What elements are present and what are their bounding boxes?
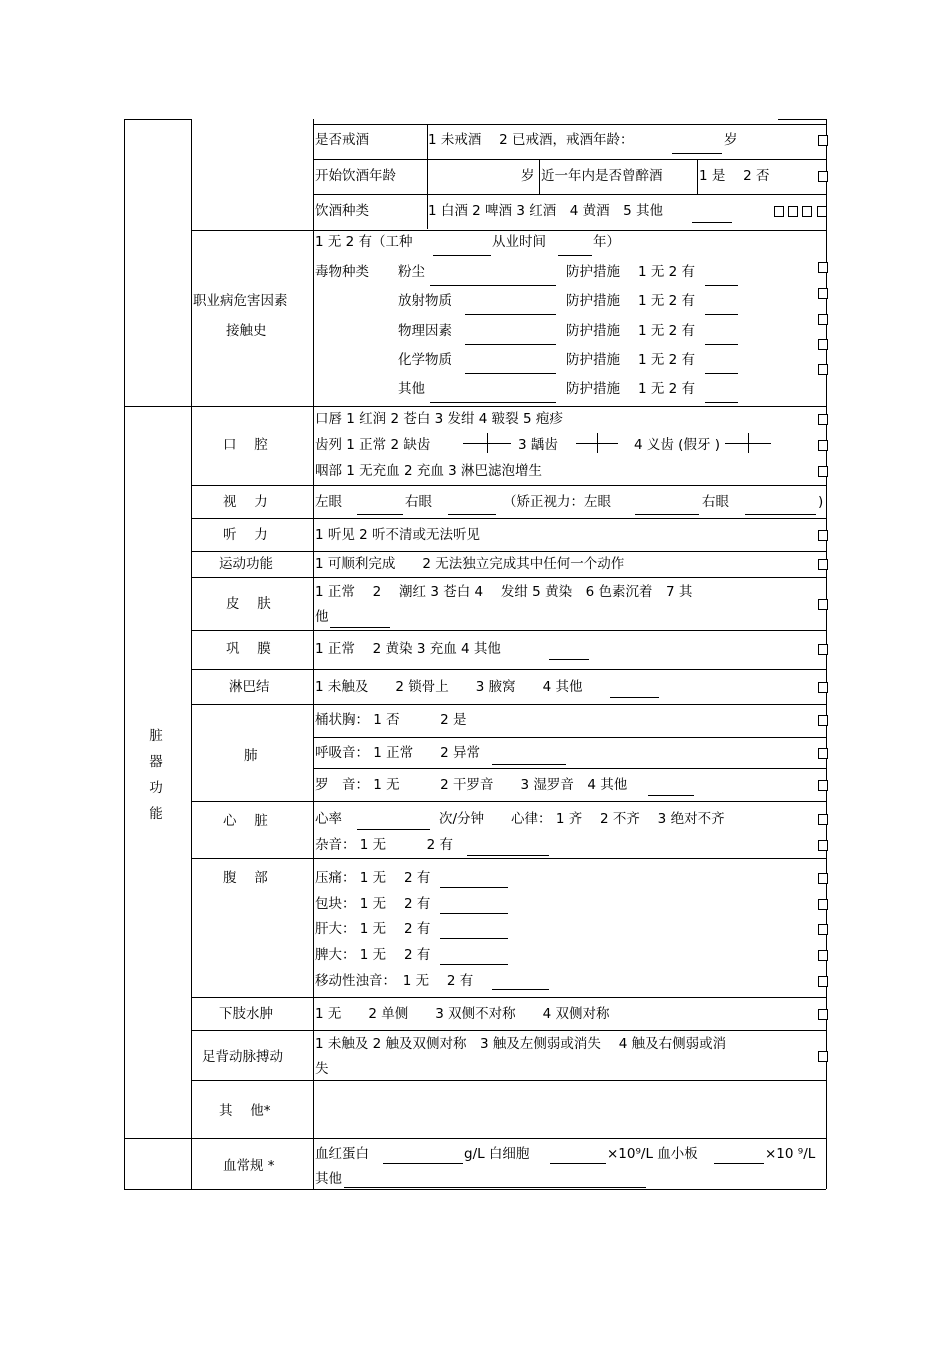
protect-field[interactable]	[705, 314, 738, 315]
protect-options: 1 无 2 有	[638, 323, 696, 339]
wbc-unit: ×10⁹/L 血小板	[607, 1146, 698, 1162]
toxic-checkbox[interactable]	[818, 339, 828, 350]
hemoglobin-unit: g/L 白细胞	[464, 1146, 530, 1162]
protect-field[interactable]	[705, 285, 738, 286]
oral-label: 口 腔	[223, 437, 268, 453]
teeth-options-b: 3 龋齿	[518, 437, 558, 453]
breath-abnormal-field[interactable]	[492, 764, 566, 765]
skin-options-2: 他	[315, 609, 329, 625]
toxic-checkbox[interactable]	[818, 262, 828, 273]
hemoglobin-field[interactable]	[383, 1163, 463, 1164]
table-border	[313, 159, 826, 160]
wbc-field[interactable]	[550, 1163, 606, 1164]
murmur-checkbox[interactable]	[818, 840, 828, 851]
table-border	[191, 1080, 826, 1081]
lips-checkbox[interactable]	[818, 414, 828, 425]
drunk-checkbox[interactable]	[818, 171, 828, 182]
table-border	[313, 119, 314, 1189]
shifting-dullness-checkbox[interactable]	[818, 976, 828, 987]
drink-type-checkbox-2[interactable]	[788, 206, 798, 217]
protect-label: 防护措施	[566, 323, 620, 339]
heart-rate-checkbox[interactable]	[818, 814, 828, 825]
organ-label-char: 器	[149, 754, 163, 770]
table-border	[124, 119, 191, 120]
edema-checkbox[interactable]	[818, 1009, 828, 1020]
drink-type-checkbox-4[interactable]	[817, 206, 827, 217]
skin-other-field[interactable]	[330, 627, 390, 628]
work-years-field[interactable]	[558, 255, 592, 256]
dorsalis-options-2: 失	[315, 1061, 329, 1077]
hearing-label: 听 力	[223, 527, 268, 543]
abdomen-label: 腹 部	[223, 870, 268, 886]
vision-left-field[interactable]	[357, 514, 403, 515]
table-border	[191, 669, 826, 670]
dorsalis-options-1: 1 未触及 2 触及双侧对称 3 触及左侧弱或消失 4 触及右侧弱或消	[315, 1036, 727, 1052]
occupational-first-a: 1 无 2 有（工种	[315, 234, 413, 250]
lymph-label: 淋巴结	[229, 679, 270, 695]
table-border	[191, 577, 826, 578]
heart-rate-label: 心率	[315, 811, 342, 827]
blood-routine-label: 血常规 *	[223, 1158, 275, 1174]
protect-label: 防护措施	[566, 293, 620, 309]
rales-checkbox[interactable]	[818, 780, 828, 791]
rales-other-field[interactable]	[648, 795, 694, 796]
abdomen-hepatomegaly: 肝大： 1 无 2 有	[315, 921, 431, 937]
table-border	[124, 1189, 826, 1190]
edema-options: 1 无 2 单侧 3 双侧不对称 4 双侧对称	[315, 1006, 610, 1022]
toxic-checkbox[interactable]	[818, 364, 828, 375]
table-border	[313, 737, 826, 738]
toxic-radiation-field[interactable]	[465, 314, 556, 315]
abdomen-splenomegaly: 脾大： 1 无 2 有	[315, 947, 431, 963]
sclera-label: 巩 膜	[226, 641, 271, 657]
rales-options: 罗 音： 1 无 2 干罗音 3 湿罗音 4 其他	[315, 777, 628, 793]
vision-right-label: 右眼	[405, 494, 432, 510]
vision-corrected-left-field[interactable]	[635, 514, 699, 515]
table-border	[191, 1030, 826, 1031]
sclera-options: 1 正常 2 黄染 3 充血 4 其他	[315, 641, 501, 657]
table-border	[539, 159, 540, 194]
table-border	[191, 119, 192, 1189]
toxic-item-chemical: 化学物质	[398, 352, 452, 368]
tooth-chart-cross[interactable]	[463, 433, 511, 453]
table-border	[697, 159, 698, 194]
organ-label-char: 脏	[149, 728, 163, 744]
toxic-type-label: 毒物种类	[315, 264, 369, 280]
lung-label: 肺	[244, 748, 258, 764]
table-border	[191, 230, 826, 231]
vision-corrected-label: （矫正视力：左眼	[503, 494, 611, 510]
quit-age-unit: 岁	[724, 132, 738, 148]
quit-drinking-label: 是否戒酒	[315, 132, 369, 148]
vision-corrected-right-label: 右眼	[702, 494, 729, 510]
breath-sound-checkbox[interactable]	[818, 748, 828, 759]
organ-label-char: 能	[149, 806, 163, 822]
blood-other-label: 其他	[315, 1171, 342, 1187]
quit-age-field[interactable]	[672, 153, 722, 154]
hepatomegaly-checkbox[interactable]	[818, 924, 828, 935]
heart-rate-field[interactable]	[357, 829, 430, 830]
protect-label: 防护措施	[566, 352, 620, 368]
table-border	[191, 704, 826, 705]
table-border	[778, 119, 826, 120]
dorsalis-checkbox[interactable]	[818, 1051, 828, 1062]
start-age-unit: 岁	[521, 168, 535, 184]
abdomen-tenderness: 压痛： 1 无 2 有	[315, 870, 431, 886]
protect-field[interactable]	[705, 373, 738, 374]
drunk-label: 近一年内是否曾醉酒	[541, 168, 663, 184]
skin-options-1: 1 正常 2 潮红 3 苍白 4 发绀 5 黄染 6 色素沉着 7 其	[315, 584, 693, 600]
tooth-chart-cross[interactable]	[725, 433, 771, 453]
vision-label: 视 力	[223, 494, 268, 510]
heart-label: 心 脏	[223, 813, 268, 829]
abdomen-shifting-dullness: 移动性浊音： 1 无 2 有	[315, 973, 474, 989]
protect-field[interactable]	[705, 402, 738, 403]
protect-options: 1 无 2 有	[638, 381, 696, 397]
table-border	[313, 124, 826, 125]
lymph-other-field[interactable]	[610, 697, 659, 698]
murmur-field[interactable]	[467, 855, 549, 856]
quit-drinking-options: 1 未戒酒 2 已戒酒，戒酒年龄：	[428, 132, 634, 148]
hearing-options: 1 听见 2 听不清或无法听见	[315, 527, 481, 543]
toxic-other-field[interactable]	[430, 402, 556, 403]
table-border	[191, 518, 826, 519]
teeth-options-a: 齿列 1 正常 2 缺齿	[315, 437, 431, 453]
organ-other-field[interactable]	[316, 1083, 824, 1136]
table-border	[313, 768, 826, 769]
tooth-chart-cross[interactable]	[576, 433, 618, 453]
hemoglobin-label: 血红蛋白	[315, 1146, 369, 1162]
sclera-checkbox[interactable]	[818, 644, 828, 655]
splenomegaly-field[interactable]	[440, 964, 508, 965]
pharynx-options: 咽部 1 无充血 2 充血 3 淋巴滤泡增生	[315, 463, 543, 479]
lips-options: 口唇 1 红润 2 苍白 3 发绀 4 皲裂 5 疱疹	[315, 411, 563, 427]
toxic-checkbox[interactable]	[818, 288, 828, 299]
toxic-chemical-field[interactable]	[465, 373, 556, 374]
protect-label: 防护措施	[566, 264, 620, 280]
protect-options: 1 无 2 有	[638, 264, 696, 280]
table-border	[124, 1138, 826, 1139]
table-border	[191, 997, 826, 998]
occupational-first-c: 年）	[593, 234, 620, 250]
table-border	[313, 194, 826, 195]
toxic-item-other: 其他	[398, 381, 425, 397]
table-border	[124, 406, 826, 407]
edema-label: 下肢水肿	[219, 1006, 273, 1022]
vision-right-field[interactable]	[448, 514, 496, 515]
vision-corrected-right-field[interactable]	[745, 514, 816, 515]
hearing-checkbox[interactable]	[818, 530, 828, 541]
sclera-other-field[interactable]	[549, 659, 589, 660]
barrel-chest-options: 桶状胸： 1 否 2 是	[315, 712, 467, 728]
toxic-physical-field[interactable]	[465, 344, 556, 345]
skin-label: 皮 肤	[226, 596, 271, 612]
protect-options: 1 无 2 有	[638, 352, 696, 368]
breath-sound-options: 呼吸音： 1 正常 2 异常	[315, 745, 481, 761]
start-age-label: 开始饮酒年龄	[315, 168, 396, 184]
organ-other-label: 其 他*	[219, 1103, 271, 1119]
tenderness-field[interactable]	[440, 887, 508, 888]
quit-drinking-checkbox[interactable]	[818, 135, 828, 146]
motor-options: 1 可顺利完成 2 无法独立完成其中任何一个动作	[315, 556, 625, 572]
table-border	[191, 551, 826, 552]
occupational-title-1: 职业病危害因素	[193, 293, 288, 309]
lymph-options: 1 未触及 2 锁骨上 3 腋窝 4 其他	[315, 679, 583, 695]
table-border	[124, 119, 125, 1189]
table-border	[191, 630, 826, 631]
toxic-item-physical: 物理因素	[398, 323, 452, 339]
organ-label-char: 功	[149, 780, 163, 796]
vision-left-label: 左眼	[315, 494, 342, 510]
occupational-first-b: 从业时间	[492, 234, 546, 250]
hepatomegaly-field[interactable]	[440, 938, 508, 939]
table-border	[191, 485, 826, 486]
toxic-item-radiation: 放射物质	[398, 293, 452, 309]
protect-label: 防护措施	[566, 381, 620, 397]
abdomen-mass: 包块： 1 无 2 有	[315, 896, 431, 912]
toxic-dust-field[interactable]	[430, 285, 556, 286]
vision-close-paren: )	[818, 494, 824, 510]
drink-type-options: 1 白酒 2 啤酒 3 红酒 4 黄酒 5 其他	[428, 203, 663, 219]
drink-type-checkbox-3[interactable]	[802, 206, 812, 217]
splenomegaly-checkbox[interactable]	[818, 950, 828, 961]
lymph-checkbox[interactable]	[818, 682, 828, 693]
teeth-checkbox[interactable]	[818, 440, 828, 451]
platelet-field[interactable]	[714, 1163, 764, 1164]
drunk-options: 1 是 2 否	[699, 168, 770, 184]
table-border	[191, 858, 826, 859]
teeth-options-c: 4 义齿 (假牙 )	[634, 437, 720, 453]
motor-checkbox[interactable]	[818, 559, 828, 570]
dorsalis-label: 足背动脉搏动	[202, 1049, 283, 1065]
murmur-options: 杂音： 1 无 2 有	[315, 837, 454, 853]
platelet-unit: ×10 ⁹/L	[765, 1146, 816, 1162]
heart-rhythm-options: 次/分钟 心律： 1 齐 2 不齐 3 绝对不齐	[439, 811, 725, 827]
mass-checkbox[interactable]	[818, 899, 828, 910]
motor-label: 运动功能	[219, 556, 273, 572]
protect-field[interactable]	[705, 344, 738, 345]
shifting-dullness-field[interactable]	[492, 989, 549, 990]
drink-type-label: 饮酒种类	[315, 203, 369, 219]
skin-checkbox[interactable]	[818, 599, 828, 610]
blood-other-field[interactable]	[344, 1187, 646, 1188]
drink-type-other-field[interactable]	[692, 222, 732, 223]
job-type-field[interactable]	[433, 255, 491, 256]
drink-type-checkbox-1[interactable]	[774, 206, 784, 217]
pharynx-checkbox[interactable]	[818, 466, 828, 477]
tenderness-checkbox[interactable]	[818, 873, 828, 884]
mass-field[interactable]	[440, 913, 508, 914]
protect-options: 1 无 2 有	[638, 293, 696, 309]
table-border	[191, 801, 826, 802]
barrel-chest-checkbox[interactable]	[818, 715, 828, 726]
toxic-checkbox[interactable]	[818, 314, 828, 325]
occupational-title-2: 接触史	[226, 323, 267, 339]
toxic-item-dust: 粉尘	[398, 264, 425, 280]
